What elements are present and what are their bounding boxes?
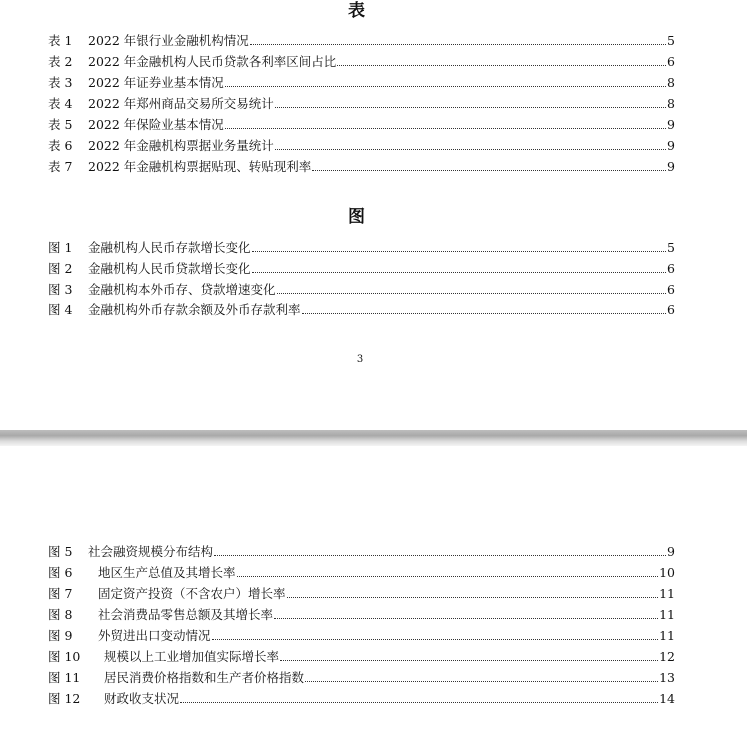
dot-leader (280, 660, 658, 661)
entry-label: 图 5 (48, 544, 73, 559)
toc-entry-table-2[interactable] (48, 52, 675, 72)
entry-page: 9 (667, 138, 675, 153)
toc-entry-figure-7[interactable] (48, 584, 675, 604)
toc-entry-figure-2[interactable] (48, 259, 675, 279)
entry-page: 5 (667, 33, 675, 48)
entry-label: 表 3 (48, 75, 73, 90)
entry-title: 2022 年郑州商品交易所交易统计 (88, 96, 274, 111)
entry-title: 财政收支状况 (104, 691, 180, 706)
toc-entry-table-4[interactable] (48, 94, 675, 114)
entry-page: 6 (667, 282, 675, 297)
entry-title: 金融机构人民币存款增长变化 (88, 240, 251, 255)
toc-entry-table-6[interactable] (48, 136, 675, 156)
entry-label: 表 2 (48, 54, 73, 69)
dot-leader (312, 170, 666, 171)
toc-entry-figure-4[interactable] (48, 300, 675, 320)
dot-leader (225, 128, 666, 129)
entry-title: 2022 年金融机构票据贴现、转贴现利率 (88, 159, 312, 174)
entry-page: 10 (659, 565, 675, 580)
entry-title: 金融机构外币存款余额及外币存款利率 (88, 302, 301, 317)
entry-title: 固定资产投资（不含农户）增长率 (98, 586, 286, 601)
entry-title: 2022 年银行业金融机构情况 (88, 33, 249, 48)
entry-label: 图 9 (48, 628, 73, 643)
entry-label: 图 1 (48, 240, 73, 255)
entry-title: 2022 年证券业基本情况 (88, 75, 224, 90)
entry-label: 表 4 (48, 96, 73, 111)
entry-label: 表 7 (48, 159, 73, 174)
dot-leader (214, 555, 666, 556)
toc-entry-table-1[interactable] (48, 31, 675, 51)
toc-entry-figure-11[interactable] (48, 668, 675, 688)
dot-leader (337, 65, 666, 66)
entry-label: 图 7 (48, 586, 73, 601)
dot-leader (180, 702, 658, 703)
entry-page: 9 (667, 117, 675, 132)
entry-page: 8 (667, 96, 675, 111)
dot-leader (305, 681, 658, 682)
toc-entry-figure-5[interactable] (48, 542, 675, 562)
entry-page: 11 (659, 607, 675, 622)
page-separator (0, 430, 747, 446)
entry-page: 6 (667, 261, 675, 276)
page-number: 3 (356, 354, 364, 365)
dot-leader (252, 272, 667, 273)
entry-title: 2022 年金融机构票据业务量统计 (88, 138, 274, 153)
entry-label: 图 12 (48, 691, 81, 706)
entry-label: 表 6 (48, 138, 73, 153)
entry-label: 表 5 (48, 117, 73, 132)
entry-title: 规模以上工业增加值实际增长率 (104, 649, 280, 664)
dot-leader (250, 44, 666, 45)
entry-title: 金融机构本外币存、贷款增速变化 (88, 282, 276, 297)
dot-leader (275, 107, 666, 108)
toc-entry-figure-8[interactable] (48, 605, 675, 625)
entry-label: 图 4 (48, 302, 73, 317)
dot-leader (302, 313, 667, 314)
entry-title: 社会消费品零售总额及其增长率 (98, 607, 274, 622)
entry-page: 6 (667, 54, 675, 69)
dot-leader (252, 251, 667, 252)
entry-page: 9 (667, 544, 675, 559)
toc-entry-figure-6[interactable] (48, 563, 675, 583)
entry-label: 图 11 (48, 670, 81, 685)
entry-label: 图 10 (48, 649, 81, 664)
dot-leader (275, 149, 666, 150)
tables-heading: 表 (348, 1, 365, 21)
entry-label: 图 2 (48, 261, 73, 276)
toc-entry-table-7[interactable] (48, 157, 675, 177)
entry-page: 8 (667, 75, 675, 90)
entry-page: 12 (659, 649, 675, 664)
toc-entry-figure-9[interactable] (48, 626, 675, 646)
dot-leader (274, 618, 658, 619)
entry-page: 6 (667, 302, 675, 317)
dot-leader (237, 576, 659, 577)
entry-label: 图 8 (48, 607, 73, 622)
entry-title: 地区生产总值及其增长率 (98, 565, 236, 580)
toc-entry-figure-3[interactable] (48, 280, 675, 300)
dot-leader (277, 293, 667, 294)
entry-title: 外贸进出口变动情况 (98, 628, 211, 643)
entry-title: 2022 年金融机构人民币贷款各利率区间占比 (88, 54, 337, 69)
entry-title: 2022 年保险业基本情况 (88, 117, 224, 132)
entry-title: 社会融资规模分布结构 (88, 544, 214, 559)
entry-page: 11 (659, 628, 675, 643)
toc-entry-table-5[interactable] (48, 115, 675, 135)
toc-entry-figure-10[interactable] (48, 647, 675, 667)
dot-leader (287, 597, 659, 598)
toc-entry-figure-1[interactable] (48, 238, 675, 258)
entry-label: 图 6 (48, 565, 73, 580)
entry-page: 9 (667, 159, 675, 174)
dot-leader (225, 86, 666, 87)
toc-entry-table-3[interactable] (48, 73, 675, 93)
entry-page: 14 (659, 691, 675, 706)
entry-title: 居民消费价格指数和生产者价格指数 (104, 670, 305, 685)
dot-leader (212, 639, 659, 640)
entry-page: 5 (667, 240, 675, 255)
entry-label: 图 3 (48, 282, 73, 297)
toc-entry-figure-12[interactable] (48, 689, 675, 709)
entry-label: 表 1 (48, 33, 73, 48)
document-page-lower (0, 446, 747, 738)
entry-title: 金融机构人民币贷款增长变化 (88, 261, 251, 276)
entry-page: 13 (659, 670, 675, 685)
entry-page: 11 (659, 586, 675, 601)
figures-heading: 图 (348, 207, 365, 227)
